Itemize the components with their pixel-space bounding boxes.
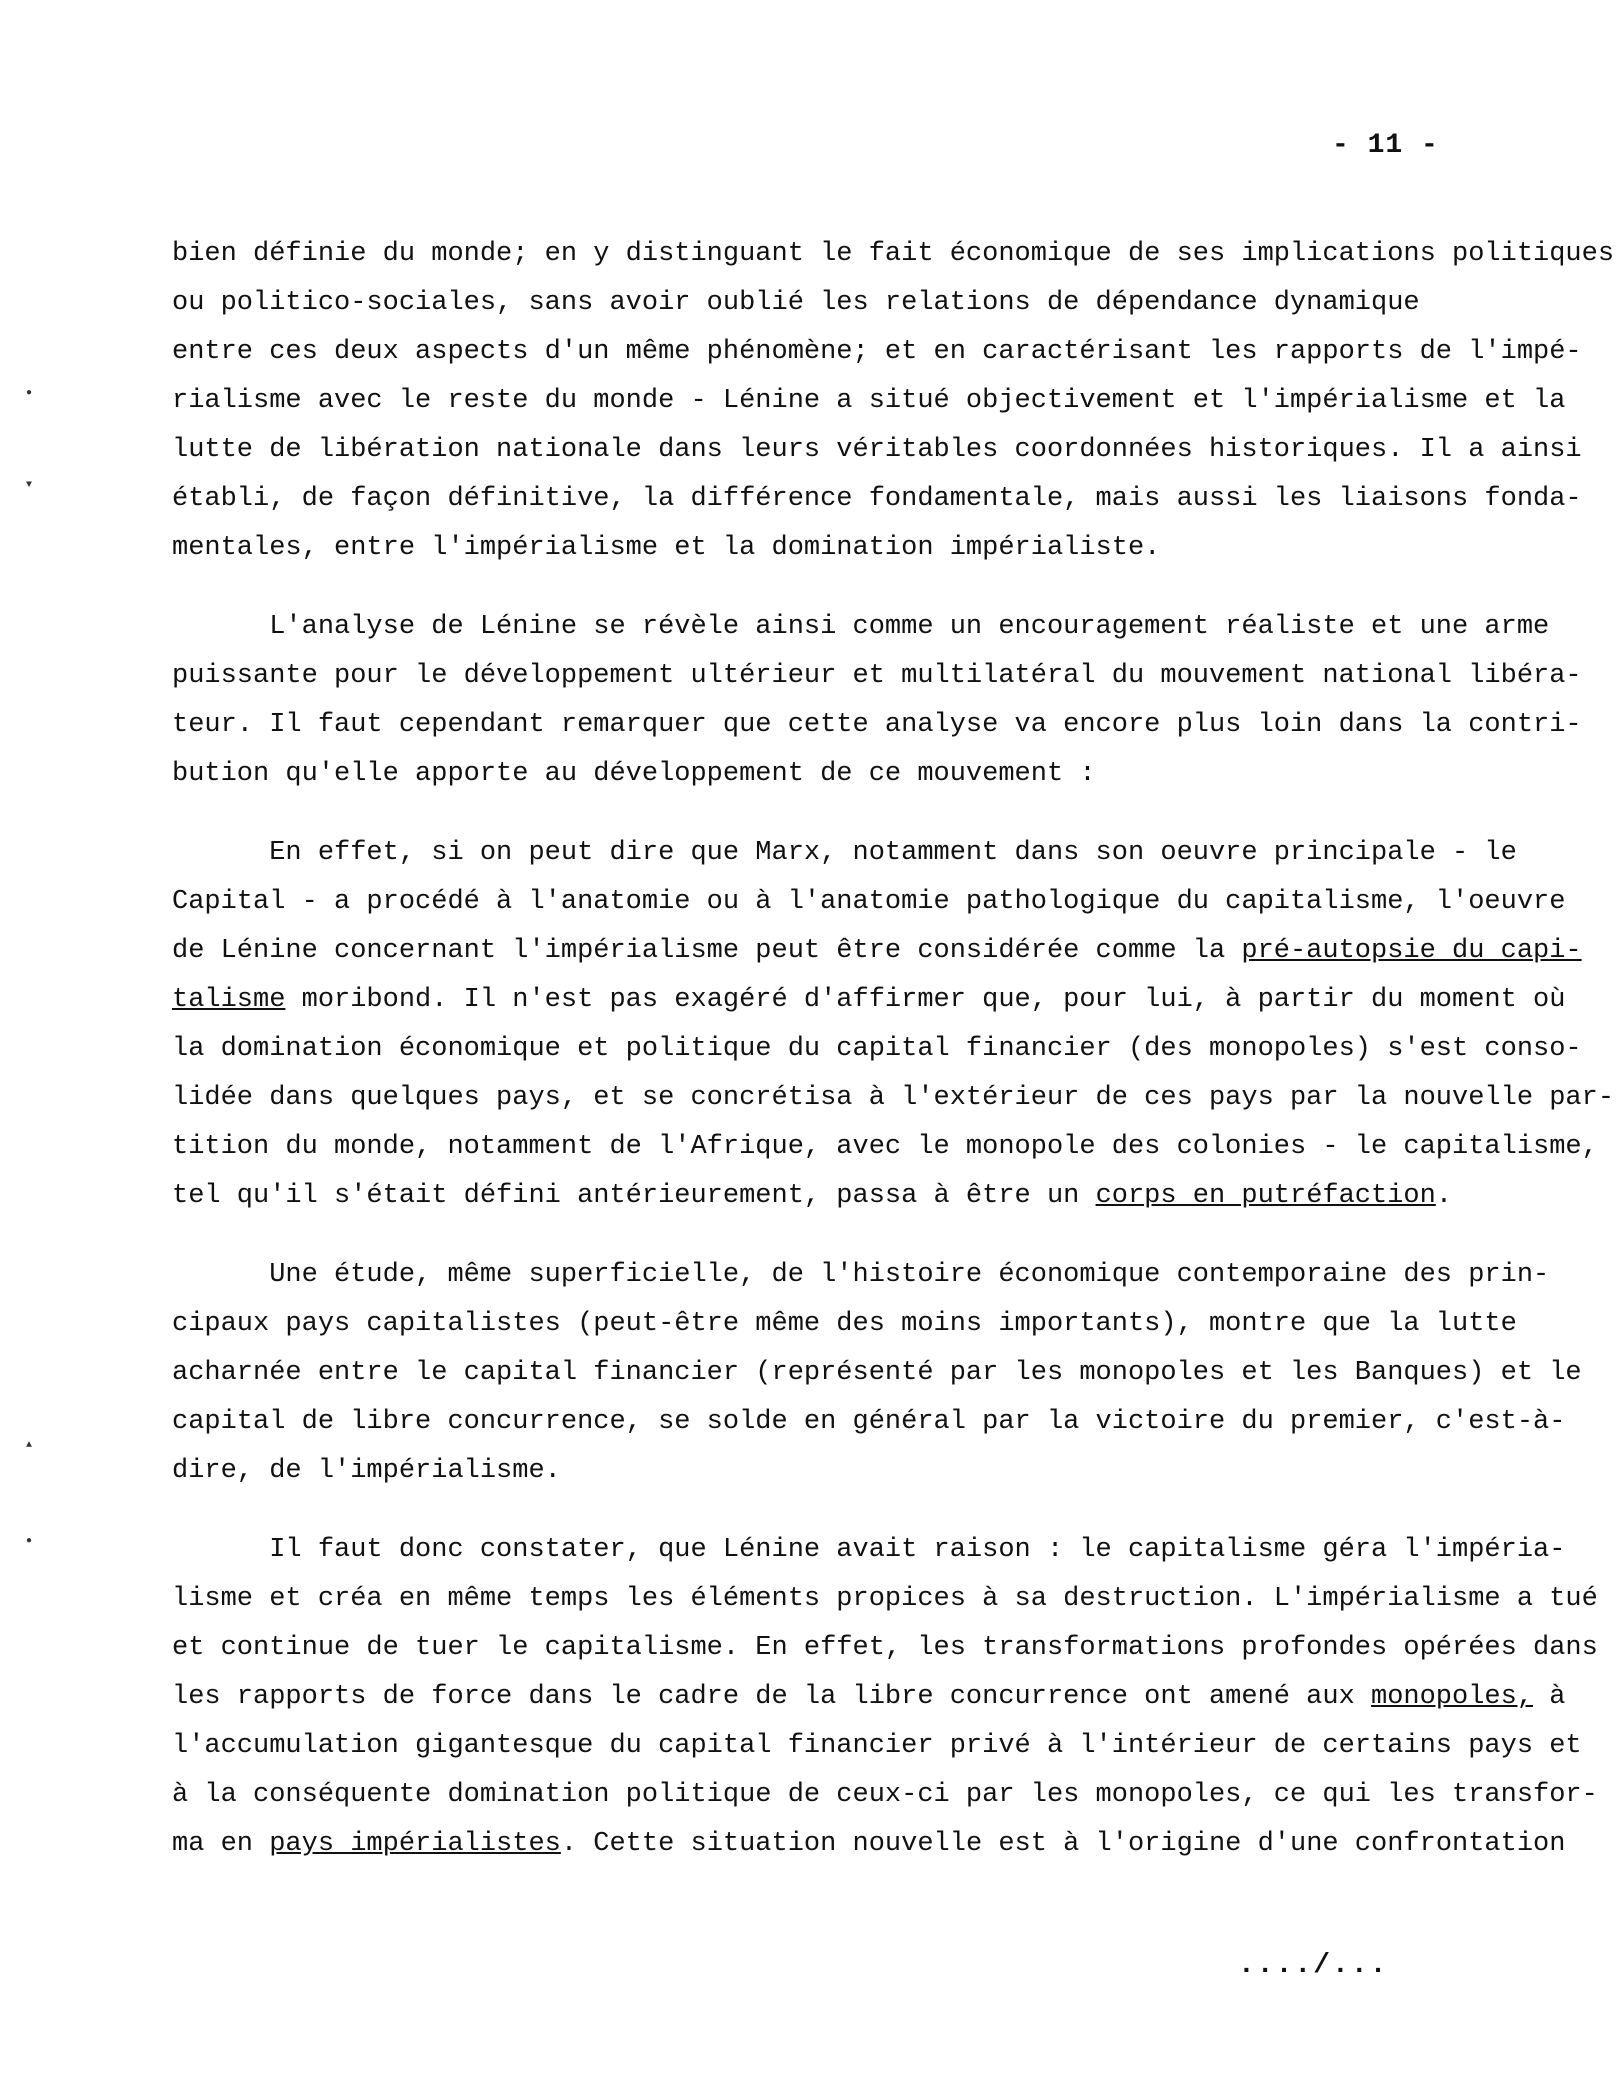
text-line <box>172 1820 1566 1869</box>
margin-dot: ▼ <box>26 480 33 491</box>
underlined-phrase: monopoles, <box>1371 1682 1534 1712</box>
paragraph-2 <box>172 603 1582 799</box>
text-line: acharnée entre le capital financier (représenté par les monopoles et les Banques) et le <box>172 1358 1582 1388</box>
underlined-phrase: pays impérialistes <box>269 1829 561 1859</box>
text-line: Une étude, même superficielle, de l'histoire économique contemporaine des prin- <box>172 1260 1550 1290</box>
text-line: Capital - a procédé à l'anatomie ou à l'anatomie pathologique du capitalisme, l'oeuvre <box>172 887 1566 917</box>
text-segment: tel qu'il s'était défini antérieurement, passa à être un <box>172 1181 1096 1211</box>
text-line: puissante pour le développement ultérieur et multilatéral du mouvement national libéra- <box>172 661 1582 691</box>
underlined-phrase: corps en putréfaction <box>1095 1181 1436 1211</box>
margin-dot: ● <box>26 388 33 399</box>
text-line: la domination économique et politique du capital financier (des monopoles) s'est conso- <box>172 1034 1582 1064</box>
continuation-mark: ..../... <box>1238 1950 1389 1981</box>
text-line: et continue de tuer le capitalisme. En effet, les transformations profondes opérées dans <box>172 1633 1598 1663</box>
underlined-phrase: talisme <box>172 985 286 1015</box>
text-line: teur. Il faut cependant remarquer que cette analyse va encore plus loin dans la contri- <box>172 710 1582 740</box>
text-line <box>172 1673 1566 1722</box>
paragraph-4 <box>172 1251 1582 1496</box>
text-line: bution qu'elle apporte au développement de ce mouvement : <box>172 759 1096 789</box>
text-line <box>172 927 1582 976</box>
text-line: lutte de libération nationale dans leurs véritables coordonnées historiques. Il a ainsi <box>172 435 1582 465</box>
text-line: lidée dans quelques pays, et se concrétisa à l'extérieur de ces pays par la nouvelle par- <box>172 1083 1615 1113</box>
paragraph-3 <box>172 829 1615 1221</box>
text-line: entre ces deux aspects d'un même phénomène; et en caractérisant les rapports de l'impé- <box>172 337 1582 367</box>
text-line <box>172 1172 1552 1221</box>
text-line: bien définie du monde; en y distinguant le fait économique de ses implications politiques <box>172 239 1615 269</box>
text-line: tition du monde, notamment de l'Afrique, avec le monopole des colonies - le capitalisme, <box>172 1132 1598 1162</box>
text-line <box>172 976 1566 1025</box>
text-line: En effet, si on peut dire que Marx, notamment dans son oeuvre principale - le <box>172 838 1517 868</box>
margin-dot: ● <box>26 1536 33 1547</box>
paragraph-5 <box>172 1526 1598 1869</box>
text-line: établi, de façon définitive, la différence fondamentale, mais aussi les liaisons fonda- <box>172 484 1582 514</box>
text-line: l'accumulation gigantesque du capital financier privé à l'intérieur de certains pays et <box>172 1731 1582 1761</box>
text-segment: . Cette situation nouvelle est à l'origine d'une confrontation <box>560 1829 1566 1859</box>
text-line: Il faut donc constater, que Lénine avait raison : le capitalisme géra l'impéria- <box>172 1535 1566 1565</box>
text-segment: les rapports de force dans le cadre de la libre concurrence ont amené aux <box>172 1682 1371 1712</box>
text-segment: . <box>1435 1181 1453 1211</box>
text-line: capital de libre concurrence, se solde en général par la victoire du premier, c'est-à- <box>172 1407 1566 1437</box>
text-line: dire, de l'impérialisme. <box>172 1456 561 1486</box>
underlined-phrase: pré-autopsie du capi- <box>1241 936 1582 966</box>
text-segment: de Lénine concernant l'impérialisme peut être considérée comme la <box>172 936 1242 966</box>
paragraph-1 <box>172 230 1615 573</box>
text-segment: ma en <box>172 1829 270 1859</box>
text-line: ou politico-sociales, sans avoir oublié les relations de dépendance dynamique <box>172 288 1420 318</box>
document-body <box>172 230 1615 1869</box>
text-segment: moribond. Il n'est pas exagéré d'affirmer que, pour lui, à partir du moment où <box>285 985 1566 1015</box>
text-line: rialisme avec le reste du monde - Lénine a situé objectivement et l'impérialisme et la <box>172 386 1566 416</box>
text-line: à la conséquente domination politique de ceux-ci par les monopoles, ce qui les transfor- <box>172 1780 1598 1810</box>
text-line: mentales, entre l'impérialisme et la domination impérialiste. <box>172 533 1161 563</box>
margin-dot: ▲ <box>26 1440 33 1451</box>
text-line: cipaux pays capitalistes (peut-être même des moins importants), montre que la lutte <box>172 1309 1517 1339</box>
text-line: lisme et créa en même temps les éléments propices à sa destruction. L'impérialisme a tué <box>172 1584 1598 1614</box>
text-line: L'analyse de Lénine se révèle ainsi comme un encouragement réaliste et une arme <box>172 612 1550 642</box>
page-number: - 11 - <box>1332 130 1439 161</box>
text-segment: à <box>1533 1682 1566 1712</box>
